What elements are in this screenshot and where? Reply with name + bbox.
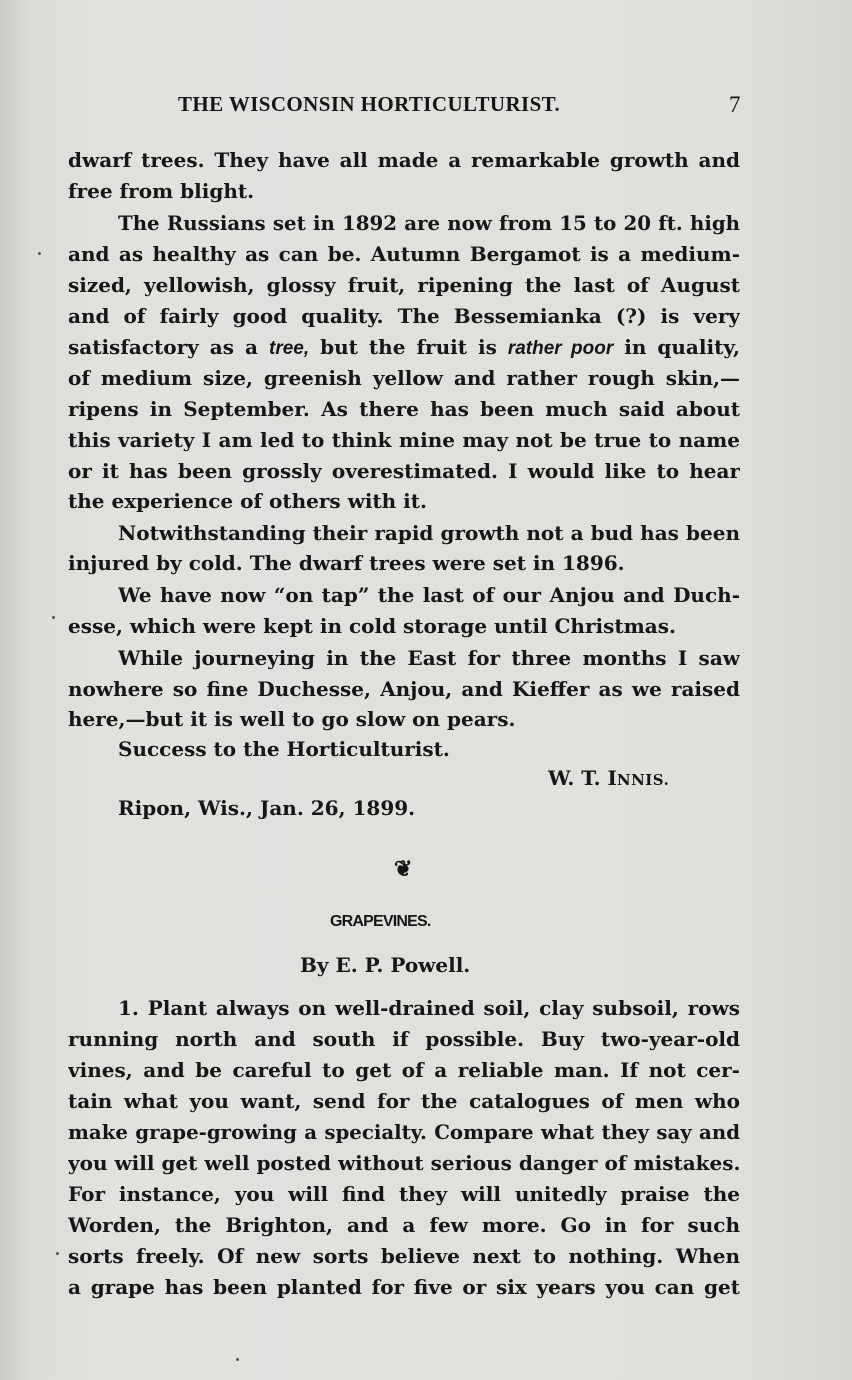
text-line: sized, yellowish, glossy fruit, ripening the last of August bbox=[68, 273, 740, 297]
dateline: Ripon, Wis., Jan. 26, 1899. bbox=[118, 796, 416, 820]
text-run: satisfactory as a bbox=[68, 335, 269, 359]
text-line: the experience of others with it. bbox=[68, 489, 427, 513]
section-title: GRAPEVINES. bbox=[330, 913, 431, 930]
signature-initials: W. T. I bbox=[548, 766, 617, 790]
scan-speck bbox=[52, 616, 55, 619]
italic-run: rather poor bbox=[507, 338, 614, 359]
text-line: Success to the Horticulturist. bbox=[118, 737, 450, 761]
text-run: in quality, bbox=[613, 335, 740, 359]
text-line: you will get well posted without serious danger of mistakes. bbox=[68, 1151, 740, 1175]
signature-surname: NNIS. bbox=[616, 771, 670, 789]
text-line: For instance, you will find they will unitedly praise the bbox=[68, 1182, 740, 1206]
text-line: this variety I am led to think mine may not be true to name bbox=[68, 428, 740, 452]
scan-speck bbox=[236, 1358, 239, 1361]
text-line: Worden, the Brighton, and a few more. Go in for such bbox=[68, 1213, 740, 1237]
text-line: esse, which were kept in cold storage until Christmas. bbox=[68, 614, 676, 638]
text-line: 1. Plant always on well-drained soil, clay subsoil, rows bbox=[118, 996, 740, 1020]
text-line: ripens in September. As there has been much said about bbox=[68, 397, 740, 421]
text-line: or it has been grossly overestimated. I would like to hear bbox=[68, 459, 740, 483]
text-line: While journeying in the East for three months I saw bbox=[118, 646, 740, 670]
byline: By E. P. Powell. bbox=[300, 953, 471, 977]
text-line: vines, and be careful to get of a reliable man. If not cer- bbox=[68, 1058, 740, 1082]
scan-speck bbox=[56, 1252, 59, 1255]
page-header bbox=[0, 92, 852, 122]
scan-speck bbox=[38, 252, 41, 255]
text-line: free from blight. bbox=[68, 179, 255, 203]
text-line: and of fairly good quality. The Bessemianka (?) is very bbox=[68, 304, 740, 328]
text-line: nowhere so fine Duchesse, Anjou, and Kieffer as we raised bbox=[68, 677, 740, 701]
text-line: a grape has been planted for five or six years you can get bbox=[68, 1275, 740, 1299]
text-line: sorts freely. Of new sorts believe next to nothing. When bbox=[68, 1244, 740, 1268]
text-line: injured by cold. The dwarf trees were set in 1896. bbox=[68, 551, 625, 575]
text-line: We have now “on tap” the last of our Anjou and Duch- bbox=[118, 583, 740, 607]
page-number: 7 bbox=[729, 92, 741, 117]
text-line-with-italics bbox=[68, 332, 740, 363]
text-line: here,—but it is well to go slow on pears. bbox=[68, 707, 516, 731]
running-title: THE WISCONSIN HORTICULTURIST. bbox=[178, 92, 561, 116]
text-line: make grape-growing a specialty. Compare what they say and bbox=[68, 1120, 740, 1144]
text-line: of medium size, greenish yellow and rather rough skin,— bbox=[68, 366, 740, 390]
ornament-icon: ❦ bbox=[394, 856, 413, 882]
signature bbox=[548, 763, 669, 796]
text-line: tain what you want, send for the catalogues of men who bbox=[68, 1089, 740, 1113]
text-line: Notwithstanding their rapid growth not a bud has been bbox=[118, 521, 740, 545]
italic-run: tree, bbox=[269, 338, 310, 359]
text-run: but the fruit is bbox=[309, 335, 508, 359]
text-line: dwarf trees. They have all made a remarkable growth and bbox=[68, 148, 740, 172]
text-line: running north and south if possible. Buy two-year-old bbox=[68, 1027, 740, 1051]
text-line: The Russians set in 1892 are now from 15 to 20 ft. high bbox=[118, 211, 740, 235]
text-line: and as healthy as can be. Autumn Bergamot is a medium- bbox=[68, 242, 740, 266]
